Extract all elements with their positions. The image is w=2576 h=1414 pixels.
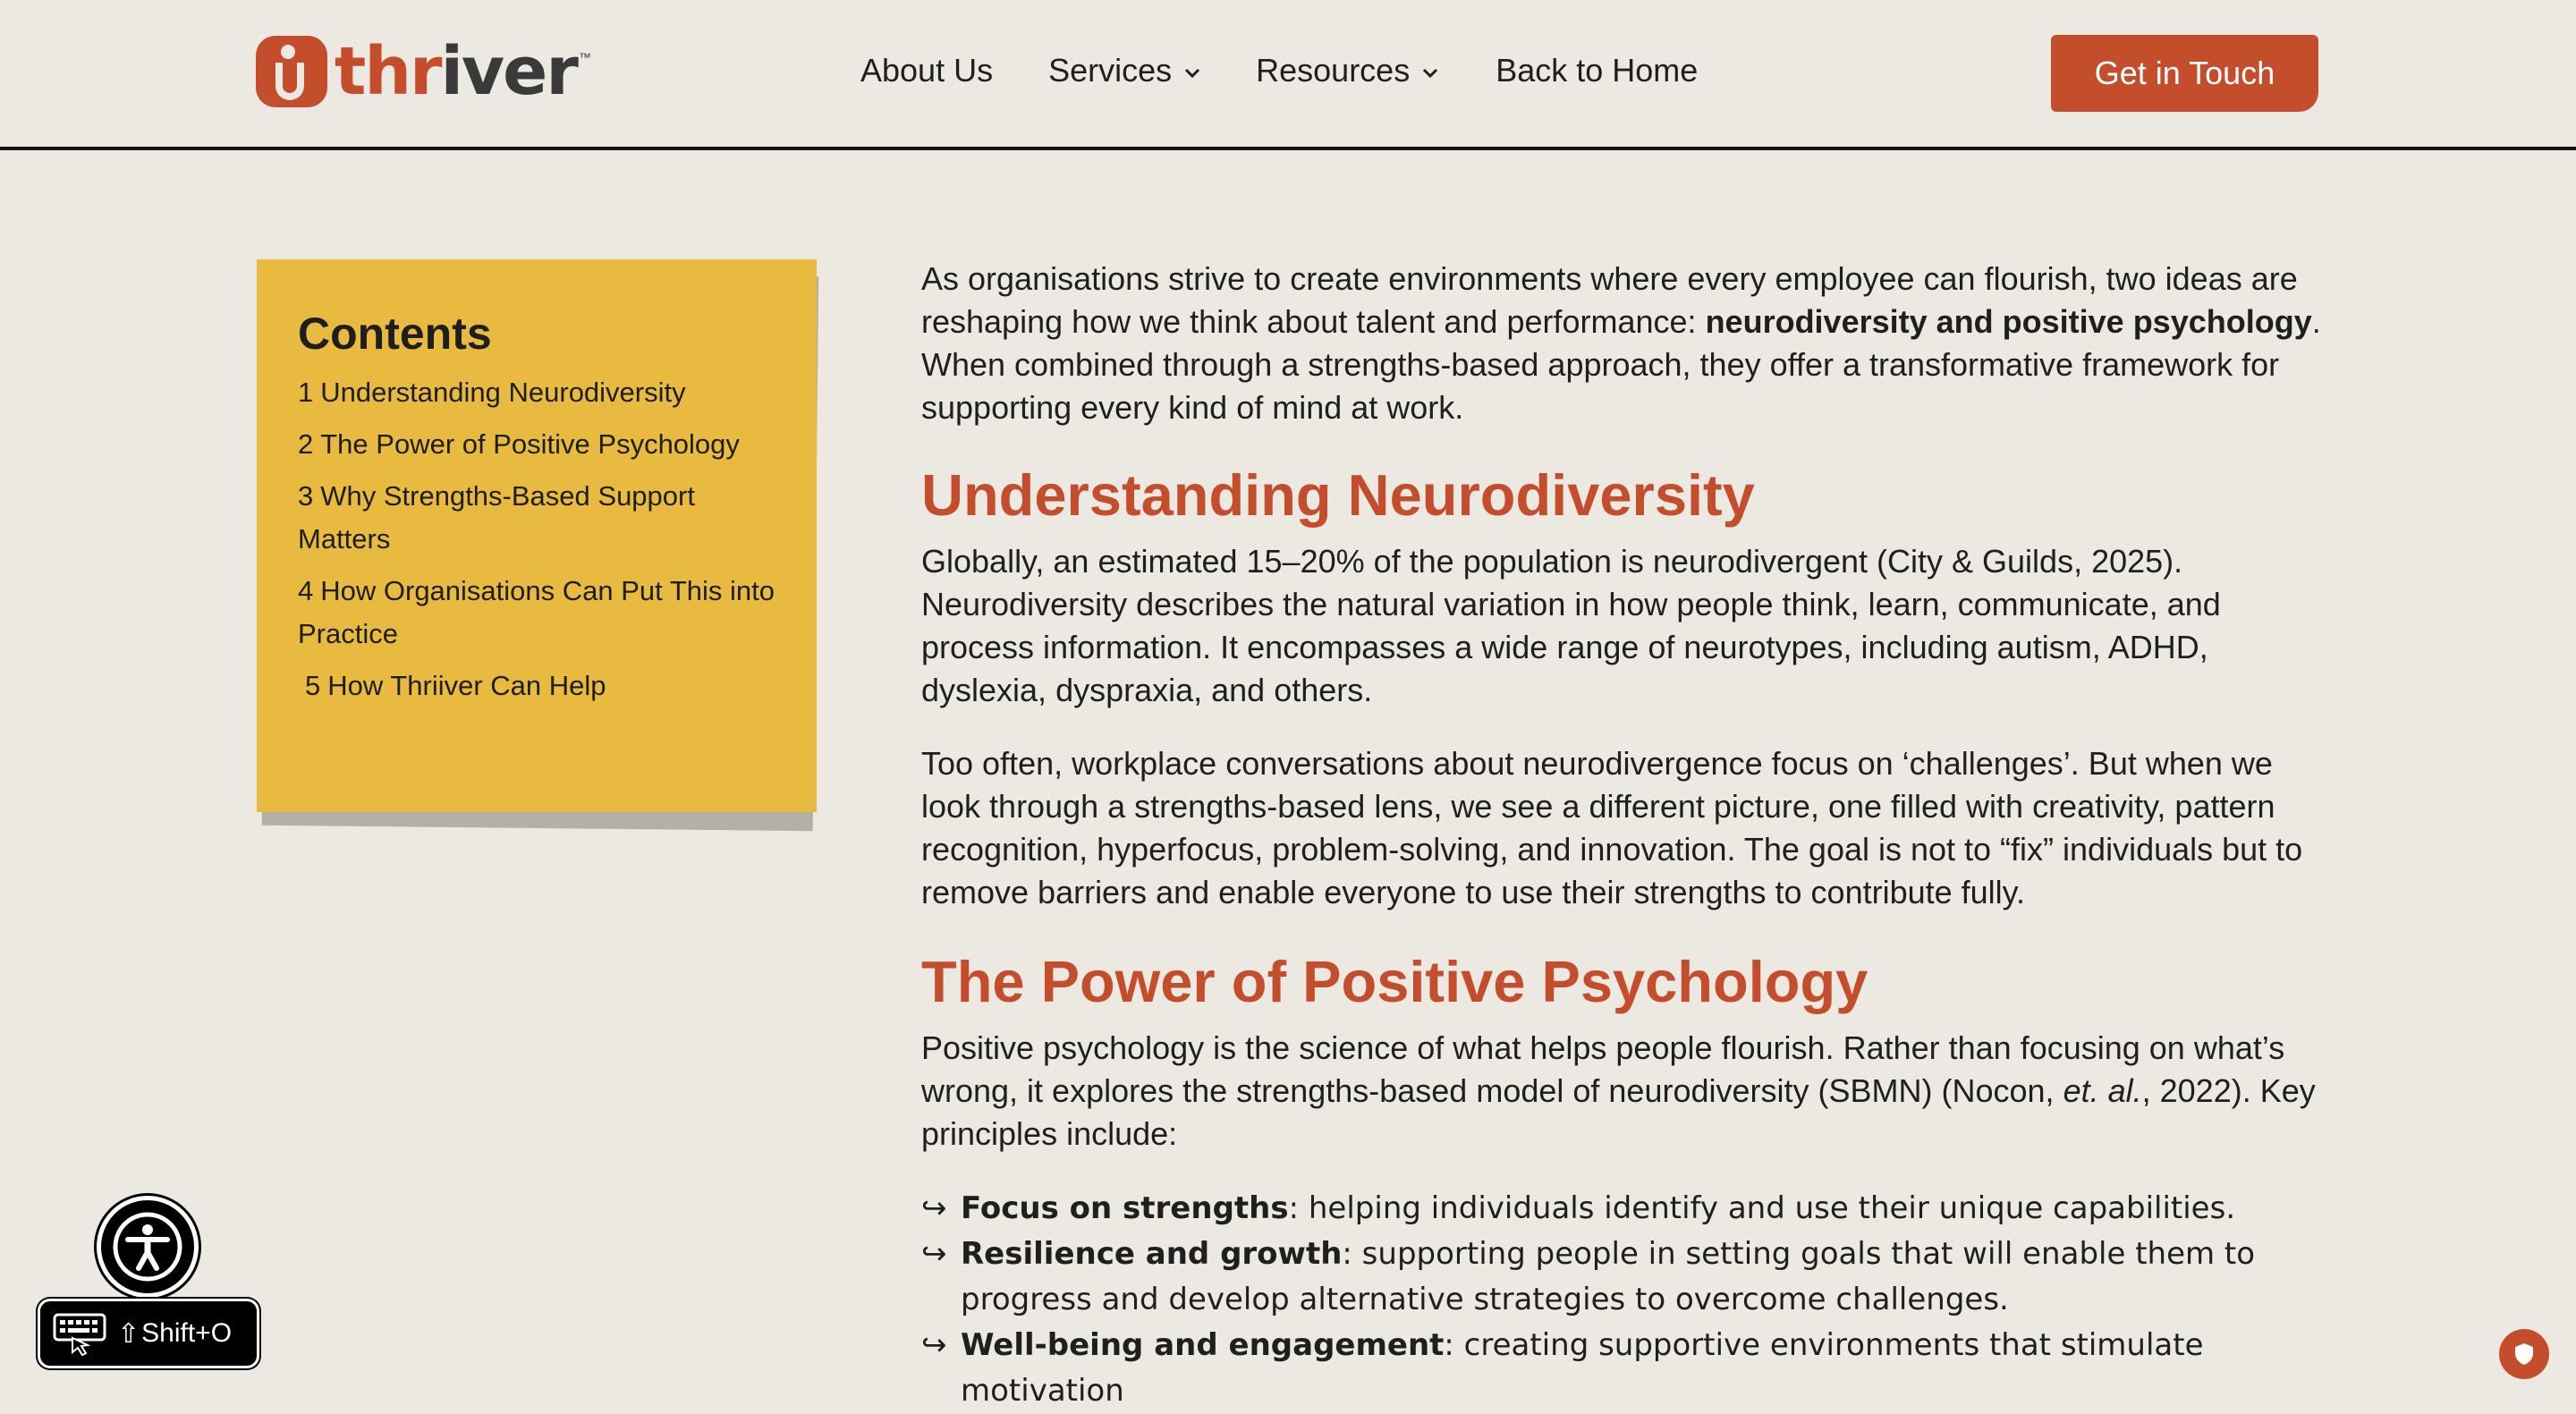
logo-wordmark: thriver <box>335 33 577 110</box>
privacy-shield-button[interactable] <box>2499 1329 2549 1379</box>
intro-paragraph: As organisations strive to create environments where every employee can flourish, two ideas are reshaping how we think about talent and performance: neurodiversity and positive psychology. When combined through a strengths-based approach, they offer a transformative framework for supporting every kind of mind at work. <box>921 260 2321 426</box>
shield-icon <box>2513 1342 2535 1367</box>
shift-icon: ⇧ <box>117 1318 140 1349</box>
logo-mark-icon <box>256 36 327 107</box>
keyboard-shortcut-label: Shift+O <box>141 1318 233 1348</box>
positive-psychology-paragraph: Positive psychology is the science of what helps people flourish. Rather than focusing on what’s wrong, it explores the strengths-based model of neurodiversity (SBMN) (Nocon, et. al., 2022). Key principles include: <box>921 1029 2316 1152</box>
chevron-down-icon <box>1422 61 1438 84</box>
heading-understanding-neurodiversity: Understanding Neurodiversity <box>921 462 1755 528</box>
heading-positive-psychology: The Power of Positive Psychology <box>921 949 1868 1014</box>
nav-about-us[interactable]: About Us <box>860 52 994 89</box>
key-principles-list <box>921 1186 2326 1414</box>
contents-item-organisations-practice[interactable]: 4 How Organisations Can Put This into Practice <box>298 575 775 649</box>
nav-back-to-home[interactable]: Back to Home <box>1496 52 1699 89</box>
nav-services[interactable]: Services <box>1048 52 1200 89</box>
article-body <box>921 258 2326 1414</box>
neurodiversity-paragraph-2: Too often, workplace conversations about neurodivergence focus on ‘challenges’. But when we look through a strengths-based lens, we see a different picture, one filled with creativity, pattern recognition, hyperfocus, problem-solving, and innovation. The goal is not to “fix” individuals but to remove barriers and enable everyone to use their strengths to contribute fully. <box>921 745 2303 910</box>
thriiver-logo[interactable] <box>256 34 591 109</box>
list-item: ↪ Well-being and engagement: creating supportive environments that stimulate motivation <box>921 1323 2326 1414</box>
keyboard-icon <box>53 1311 108 1356</box>
contents-item-strengths-based-support[interactable]: 3 Why Strengths-Based Support Matters <box>298 480 695 555</box>
chevron-down-icon <box>1184 61 1200 84</box>
curved-arrow-icon: ↪ <box>921 1190 947 1226</box>
curved-arrow-icon: ↪ <box>921 1327 947 1363</box>
neurodiversity-paragraph-1: Globally, an estimated 15–20% of the population is neurodivergent (City & Guilds, 2025). Neurodiversity describes the natural variation in how people think, learn, communicate, and process information. It encompasses a wide range of neurotypes, including autism, ADHD, dyslexia, dyspraxia, and others. <box>921 543 2221 708</box>
list-item: ↪ Focus on strengths: helping individuals identify and use their unique capabilities. <box>921 1186 2326 1232</box>
accessibility-person-icon <box>112 1211 183 1283</box>
contents-title: Contents <box>298 309 492 359</box>
main-nav <box>860 52 1698 89</box>
contents-list <box>298 371 781 707</box>
contents-item-positive-psychology[interactable]: 2 The Power of Positive Psychology <box>298 428 740 460</box>
list-item: ↪ Resilience and growth: supporting people in setting goals that will enable them to progress and develop alternative strategies to overcome challenges. <box>921 1232 2326 1323</box>
accessibility-menu-button[interactable] <box>97 1196 199 1298</box>
site-header <box>0 0 2576 150</box>
curved-arrow-icon: ↪ <box>921 1236 947 1272</box>
contents-item-understanding-neurodiversity[interactable]: 1 Understanding Neurodiversity <box>298 377 686 408</box>
keyboard-shortcut-button[interactable] <box>38 1299 259 1368</box>
contents-panel <box>257 259 817 812</box>
nav-resources[interactable]: Resources <box>1256 52 1438 89</box>
trademark-symbol: ™ <box>578 50 591 64</box>
contents-item-thriiver-help[interactable]: 5 How Thriiver Can Help <box>305 670 606 701</box>
get-in-touch-button[interactable]: Get in Touch <box>2051 35 2318 112</box>
